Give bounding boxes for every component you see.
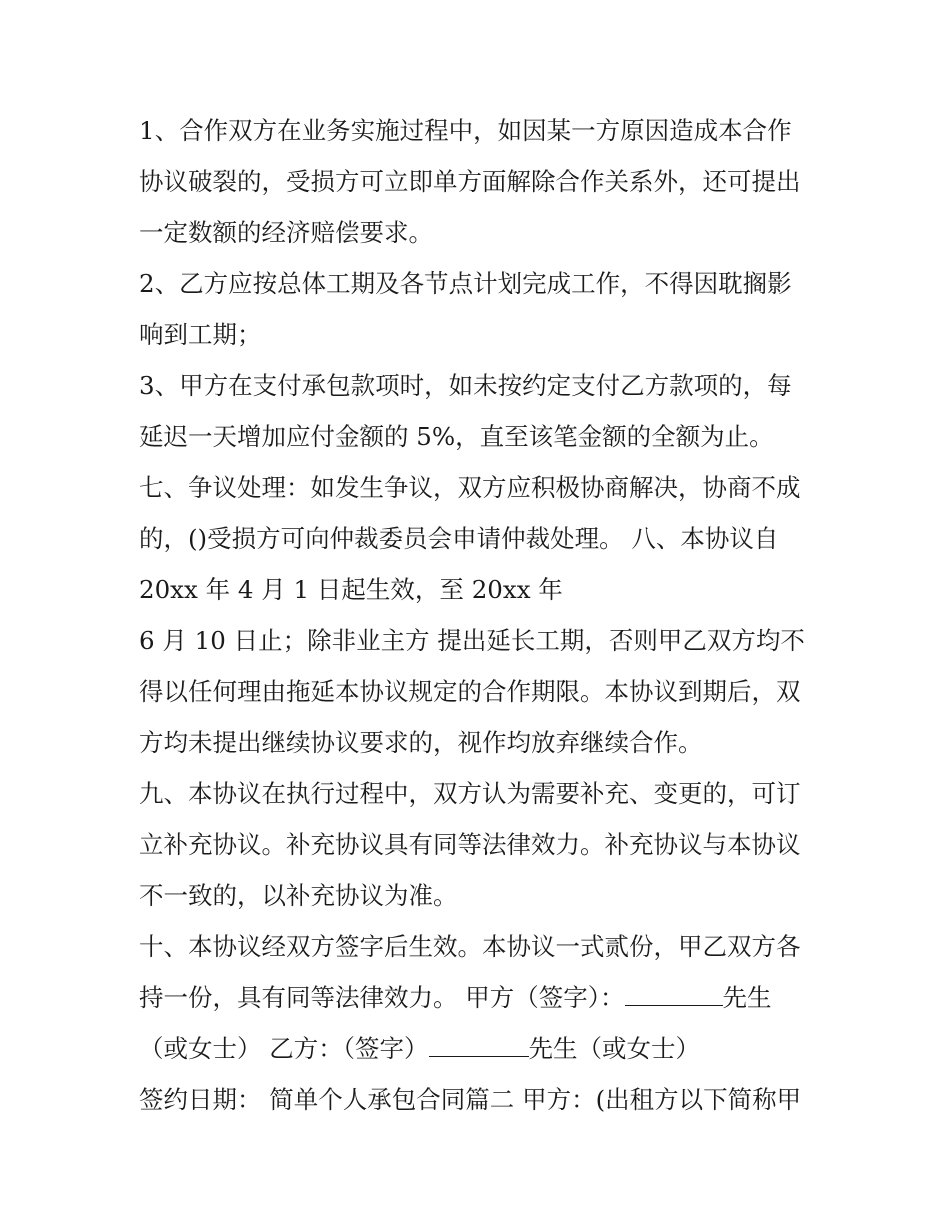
text-line: 20xx 年 4 月 1 日起生效，至 20xx 年: [139, 575, 563, 604]
text-line: 九、本协议在执行过程中，双方认为需要补充、变更的，可订: [139, 779, 801, 808]
text-line: 一定数额的经济赔偿要求。: [139, 218, 433, 247]
text-line: 延迟一天增加应付金额的 5%，直至该笔金额的全额为止。: [139, 422, 774, 451]
text-line: 3、甲方在支付承包款项时，如未按约定支付乙方款项的，每: [139, 371, 792, 400]
text-line: 七、争议处理：如发生争议，双方应积极协商解决，协商不成: [139, 473, 801, 502]
party-a-signature-label: 持一份，具有同等法律效力。 甲方（签字）：: [139, 983, 625, 1012]
text-line: 1、合作双方在业务实施过程中，如因某一方原因造成本合作: [139, 116, 792, 145]
party-b-title: 先生（或女士）: [528, 1034, 701, 1063]
text-line: 6 月 10 日止；除非业主方 提出延长工期，否则甲乙双方均不: [139, 626, 805, 655]
party-a-signature-blank: [625, 1005, 723, 1006]
party-a-title: 先生: [722, 983, 772, 1012]
signature-line-party-b: [139, 1023, 819, 1074]
text-line: 响到工期；: [139, 320, 262, 349]
party-b-signature-label: （或女士） 乙方：（签字）: [139, 1034, 429, 1063]
text-line: 的，()受损方可向仲裁委员会申请仲裁处理。 八、本协议自: [139, 524, 779, 553]
text-line: 立补充协议。补充协议具有同等法律效力。补充协议与本协议: [139, 830, 801, 859]
text-line: 不一致的，以补充协议为准。: [139, 881, 458, 910]
text-line: 协议破裂的，受损方可立即单方面解除合作关系外，还可提出: [139, 167, 801, 196]
party-b-signature-blank: [429, 1056, 529, 1057]
text-line: 方均未提出继续协议要求的，视作均放弃继续合作。: [139, 728, 703, 757]
contract-text: [139, 105, 819, 1125]
text-line: 得以任何理由拖延本协议规定的合作期限。本协议到期后，双: [139, 677, 801, 706]
text-line: 十、本协议经双方签字后生效。本协议一式贰份，甲乙双方各: [139, 932, 801, 961]
text-line: 签约日期： 简单个人承包合同篇二 甲方：(出租方以下简称甲: [139, 1085, 802, 1114]
signature-line-party-a: [139, 972, 819, 1023]
text-line: 2、乙方应按总体工期及各节点计划完成工作，不得因耽搁影: [139, 269, 792, 298]
